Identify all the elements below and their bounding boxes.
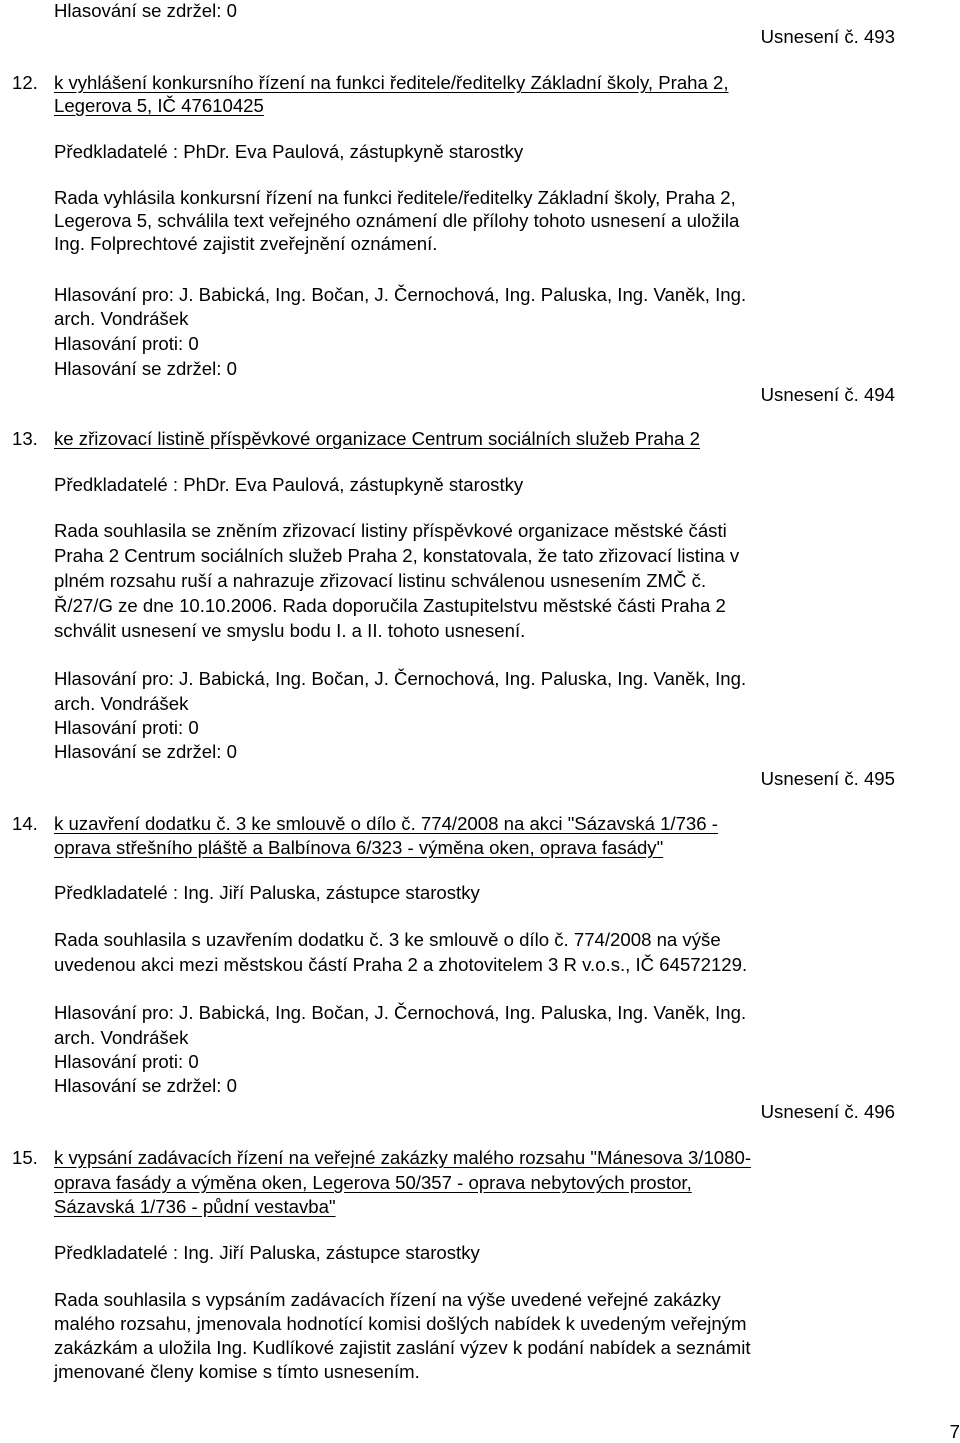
body-line: Rada vyhlásila konkursní řízení na funkci ředitele/ředitelky Základní školy, Praha 2, [54,187,736,208]
item-title: k vypsání zadávacích řízení na veřejné zakázky malého rozsahu "Mánesova 3/1080- [54,1147,752,1168]
abstain-line: Hlasování se zdržel: 0 [54,1075,237,1096]
body-line: Praha 2 Centrum sociálních služeb Praha 2, konstatovala, že tato zřizovací listina v [54,545,740,566]
body-line: Ing. Folprechtové zajistit zveřejnění oznámení. [54,233,438,254]
abstain-line: Hlasování se zdržel: 0 [54,741,237,762]
vote-for-line: Hlasování pro: J. Babická, Ing. Bočan, J. Černochová, Ing. Paluska, Ing. Vaněk, Ing. [54,1002,747,1023]
vote-for-line: Hlasování pro: J. Babická, Ing. Bočan, J. Černochová, Ing. Paluska, Ing. Vaněk, Ing. [54,284,747,305]
body-line: uvedenou akci mezi městskou částí Praha 2 a zhotovitelem 3 R v.o.s., IČ 64572129. [54,954,748,975]
vote-against-line: Hlasování proti: 0 [54,1051,199,1072]
abstain-line: Hlasování se zdržel: 0 [54,0,237,21]
vote-for-line: arch. Vondrášek [54,1027,189,1048]
resolution-number: Usnesení č. 495 [760,768,895,789]
item-number: 15. [12,1147,38,1168]
submitter-line: Předkladatelé : Ing. Jiří Paluska, zástupce starostky [54,1242,480,1263]
body-line: schválit usnesení ve smyslu bodu I. a II. tohoto usnesení. [54,620,526,641]
resolution-number: Usnesení č. 496 [760,1101,895,1122]
body-line: plném rozsahu ruší a nahrazuje zřizovací listinu schválenou usnesením ZMČ č. [54,570,707,591]
resolution-number: Usnesení č. 494 [760,384,895,405]
vote-for-line: Hlasování pro: J. Babická, Ing. Bočan, J. Černochová, Ing. Paluska, Ing. Vaněk, Ing. [54,668,747,689]
item-title: k uzavření dodatku č. 3 ke smlouvě o dílo č. 774/2008 na akci "Sázavská 1/736 - [54,813,718,834]
body-line: Rada souhlasila se zněním zřizovací listiny příspěvkové organizace městské části [54,520,727,541]
vote-against-line: Hlasování proti: 0 [54,717,199,738]
item-number: 12. [12,72,38,93]
body-line: malého rozsahu, jmenovala hodnotící komisi došlých nabídek k uvedeným veřejným [54,1313,747,1334]
submitter-line: Předkladatelé : PhDr. Eva Paulová, zástupkyně starostky [54,474,524,495]
item-number: 13. [12,428,38,449]
body-line: Rada souhlasila s uzavřením dodatku č. 3 ke smlouvě o dílo č. 774/2008 na výše [54,929,721,950]
vote-against-line: Hlasování proti: 0 [54,333,199,354]
resolution-number: Usnesení č. 493 [760,26,895,47]
item-title: k vyhlášení konkursního řízení na funkci ředitele/ředitelky Základní školy, Praha 2, [54,72,729,93]
vote-for-line: arch. Vondrášek [54,693,189,714]
item-title: oprava fasády a výměna oken, Legerova 50/357 - oprava nebytových prostor, [54,1172,692,1193]
item-title: oprava střešního pláště a Balbínova 6/323 - výměna oken, oprava fasády" [54,837,664,858]
abstain-line: Hlasování se zdržel: 0 [54,358,237,379]
body-line: Rada souhlasila s vypsáním zadávacích řízení na výše uvedené veřejné zakázky [54,1289,721,1310]
submitter-line: Předkladatelé : Ing. Jiří Paluska, zástupce starostky [54,882,480,903]
item-title: Legerova 5, IČ 47610425 [54,95,264,116]
item-title: Sázavská 1/736 - půdní vestavba" [54,1196,336,1217]
vote-for-line: arch. Vondrášek [54,308,189,329]
item-number: 14. [12,813,38,834]
page-number: 7 [949,1421,960,1442]
body-line: jmenované členy komise s tímto usnesením. [54,1361,420,1382]
item-title: ke zřizovací listině příspěvkové organizace Centrum sociálních služeb Praha 2 [54,428,700,449]
body-line: zakázkám a uložila Ing. Kudlíkové zajistit zaslání výzev k podání nabídek a seznámit [54,1337,751,1358]
submitter-line: Předkladatelé : PhDr. Eva Paulová, zástupkyně starostky [54,141,524,162]
body-line: Ř/27/G ze dne 10.10.2006. Rada doporučila Zastupitelstvu městské části Praha 2 [54,595,726,616]
body-line: Legerova 5, schválila text veřejného oznámení dle přílohy tohoto usnesení a uložila [54,210,740,231]
